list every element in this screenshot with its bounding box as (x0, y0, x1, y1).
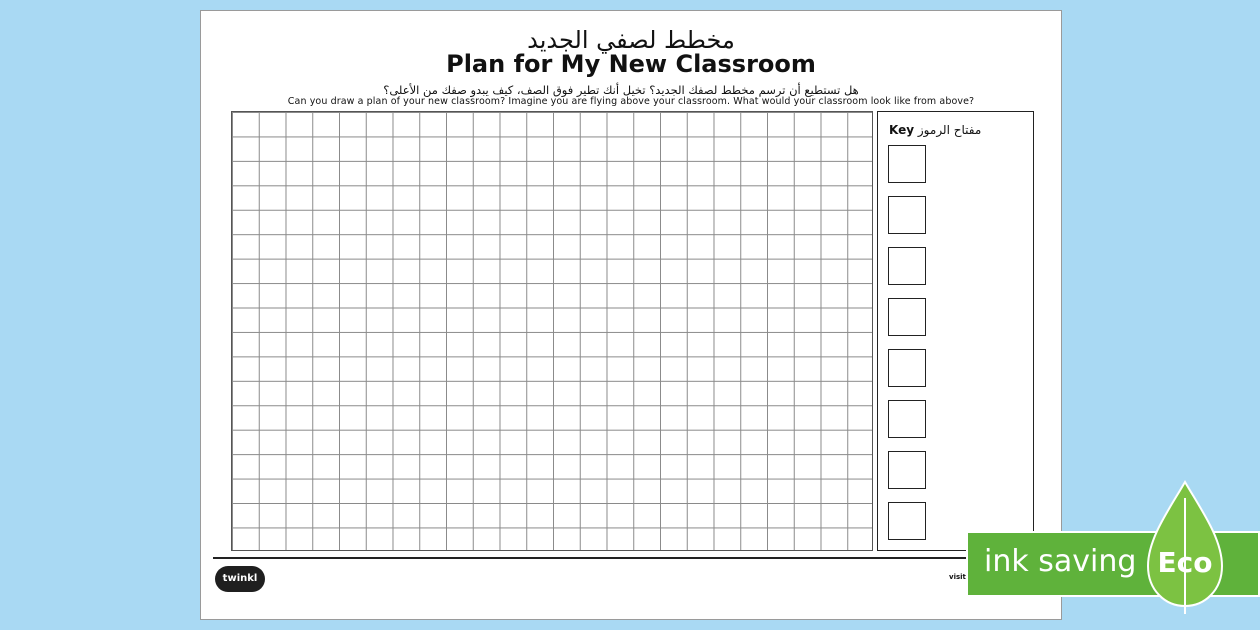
key-item-box (888, 298, 926, 336)
key-item-box (888, 502, 926, 540)
instructions-arabic: هل تستطيع أن ترسم مخطط لصفك الجديد؟ تخيل أنك تطير فوق الصف، كيف يبدو صفك من الأعلى؟ (383, 83, 859, 97)
eco-label: Eco (1157, 546, 1213, 579)
footer-divider (213, 557, 1061, 559)
key-panel (877, 111, 1034, 551)
key-label-arabic: مفتاح الرموز (917, 123, 982, 137)
eco-leaf-icon (1140, 478, 1230, 618)
key-item-box (888, 400, 926, 438)
instructions-english: Can you draw a plan of your new classroom? Imagine you are flying above your classroom. What would your classroom look like from above? (287, 96, 975, 107)
footer-visit-text: visit (949, 573, 966, 581)
key-heading (889, 123, 981, 137)
key-item-box (888, 349, 926, 387)
title-arabic: مخطط لصفي الجديد (527, 26, 735, 54)
ink-saving-label: ink saving (984, 544, 1137, 579)
worksheet (200, 10, 1062, 620)
key-label-english: Key (889, 123, 915, 137)
drawing-grid (231, 111, 873, 551)
key-item-box (888, 451, 926, 489)
title-english: Plan for My New Classroom (446, 50, 816, 78)
key-item-box (888, 196, 926, 234)
key-item-box (888, 247, 926, 285)
twinkl-logo: twinkl (215, 566, 265, 592)
key-item-box (888, 145, 926, 183)
